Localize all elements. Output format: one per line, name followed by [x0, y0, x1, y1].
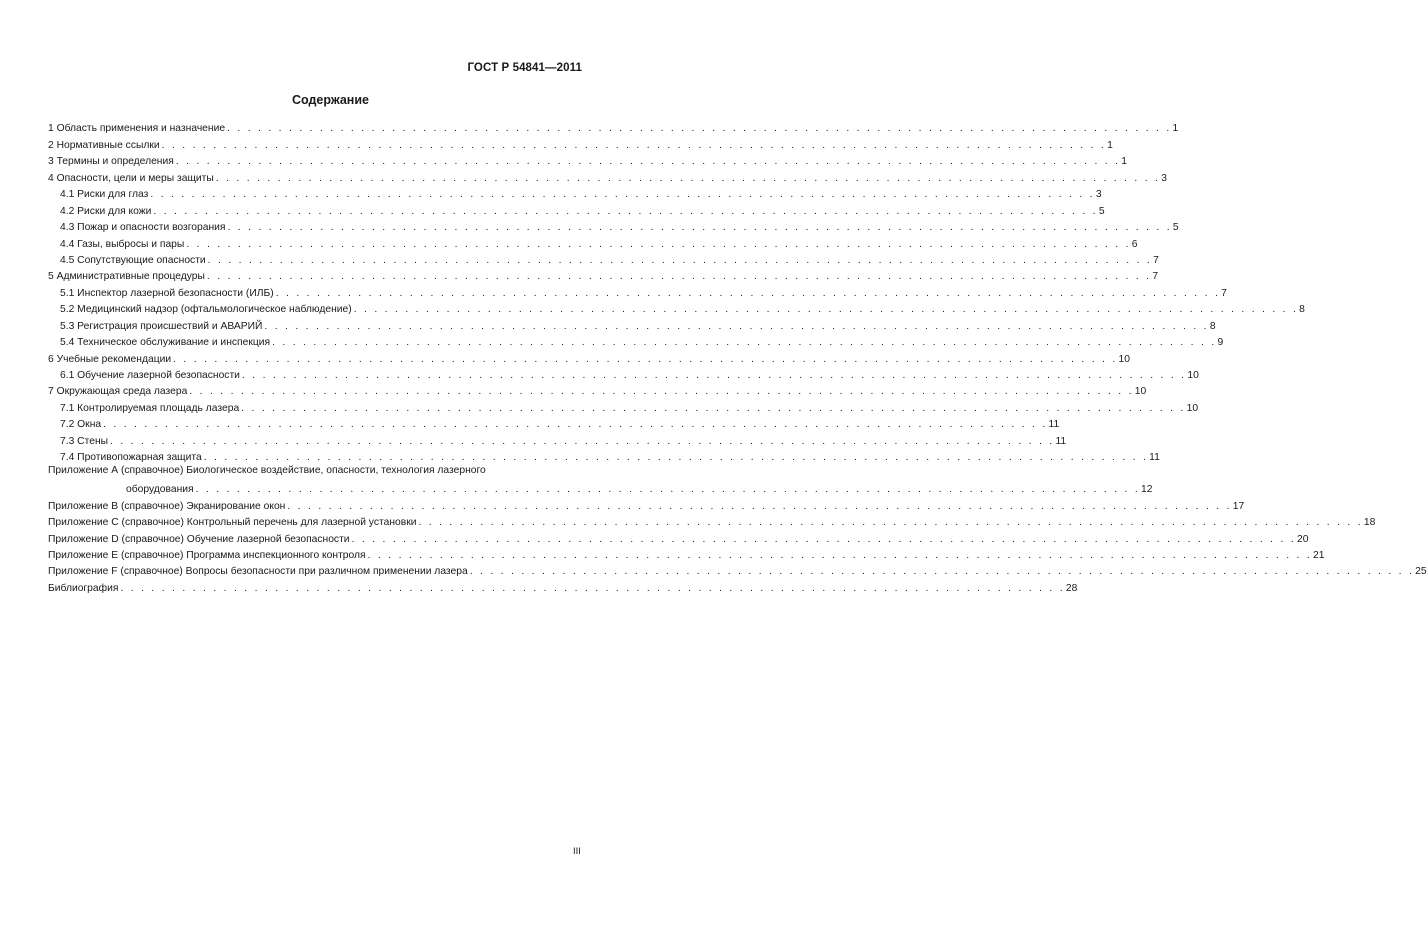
- toc-entry-continuation: [48, 480, 1153, 496]
- toc-entry-page: 9: [1217, 337, 1224, 349]
- dot-leader: . . . . . . . . . . . . . . . . . . . . . . . . . . . . . . . . . . . . . . . . . . . . . . . . . . . . . . . . . . . . . . . . . . . . . . . . . . . . . . . . . . . . . . . . . . . .: [227, 123, 1172, 135]
- toc-entry-label: 3 Термины и определения: [48, 156, 174, 168]
- toc-entry-page: 5: [1098, 205, 1105, 217]
- toc-entry-page: 25: [1415, 566, 1427, 578]
- toc-entry-3[interactable]: [48, 151, 1127, 168]
- dot-leader: . . . . . . . . . . . . . . . . . . . . . . . . . . . . . . . . . . . . . . . . . . . . . . . . . . . . . . . . . . . . . . . . . . . . . . . . . . . . . . . . . . . . . . . . . . . .: [103, 419, 1048, 431]
- toc-entry-7-3[interactable]: [48, 430, 1067, 447]
- toc-entry-label: Приложение Е (справочное) Программа инспекционного контроля: [48, 549, 366, 561]
- toc-entry-7-4[interactable]: [48, 447, 1160, 464]
- toc-entry-page: 12: [1141, 484, 1153, 496]
- dot-leader: . . . . . . . . . . . . . . . . . . . . . . . . . . . . . . . . . . . . . . . . . . . . . . . . . . . . . . . . . . . . . . . . . . . . . . . . . . . . . . . . . . . . . . . . . . . .: [469, 566, 1415, 578]
- dot-leader: . . . . . . . . . . . . . . . . . . . . . . . . . . . . . . . . . . . . . . . . . . . . . . . . . . . . . . . . . . . . . . . . . . . . . . . . . . . . . . . . . . . . . . . . . . . .: [227, 222, 1172, 234]
- dot-leader: . . . . . . . . . . . . . . . . . . . . . . . . . . . . . . . . . . . . . . . . . . . . . . . . . . . . . . . . . . . . . . . . . . . . . . . . . . . . . . . . . . . . . . . . . . . .: [353, 304, 1299, 316]
- dot-leader: . . . . . . . . . . . . . . . . . . . . . . . . . . . . . . . . . . . . . . . . . . . . . . . . . . . . . . . . . . . . . . . . . . . . . . . . . . . . . . . . . . . . . . . . . . . .: [272, 337, 1217, 349]
- toc-entry-7-1[interactable]: [48, 397, 1199, 414]
- dot-leader: . . . . . . . . . . . . . . . . . . . . . . . . . . . . . . . . . . . . . . . . . . . . . . . . . . . . . . . . . . . . . . . . . . . . . . . . . . . . . . . . . . . . . . . . . . . .: [195, 484, 1141, 496]
- dot-leader: . . . . . . . . . . . . . . . . . . . . . . . . . . . . . . . . . . . . . . . . . . . . . . . . . . . . . . . . . . . . . . . . . . . . . . . . . . . . . . . . . . . . . . . . . . . .: [367, 549, 1313, 561]
- toc-entry-label: 5.2 Медицинский надзор (офтальмологическое наблюдение): [60, 304, 352, 316]
- toc-entry-label: 5.1 Инспектор лазерной безопасности (ИЛБ): [60, 287, 274, 299]
- toc-entry-appendix-a[interactable]: [48, 463, 1153, 496]
- toc-entry-page: 10: [1187, 370, 1199, 381]
- toc-entry-page: 1: [1121, 156, 1127, 168]
- toc-entry-page: 6: [1131, 238, 1138, 250]
- dot-leader: . . . . . . . . . . . . . . . . . . . . . . . . . . . . . . . . . . . . . . . . . . . . . . . . . . . . . . . . . . . . . . . . . . . . . . . . . . . . . . . . . . . . . . . . . . . .: [351, 533, 1296, 545]
- toc-entry-page: 3: [1095, 189, 1102, 201]
- page-number: III: [573, 846, 581, 857]
- toc-entry-label: Приложение С (справочное) Контрольный перечень для лазерной установки: [48, 517, 417, 529]
- dot-leader: . . . . . . . . . . . . . . . . . . . . . . . . . . . . . . . . . . . . . . . . . . . . . . . . . . . . . . . . . . . . . . . . . . . . . . . . . . . . . . . . . . . . . . . . . . . .: [173, 353, 1118, 365]
- toc-entry-5-1[interactable]: [48, 282, 1227, 299]
- toc-entry-5-3[interactable]: [48, 315, 1216, 332]
- toc-entry-page: 10: [1118, 353, 1131, 365]
- dot-leader: . . . . . . . . . . . . . . . . . . . . . . . . . . . . . . . . . . . . . . . . . . . . . . . . . . . . . . . . . . . . . . . . . . . . . . . . . . . . . . . . . . . . . . . . . . . .: [207, 254, 1153, 266]
- toc-entry-page: 18: [1363, 517, 1376, 529]
- toc-entry-label: 5.4 Техническое обслуживание и инспекция: [60, 337, 271, 349]
- toc-entry-5-2[interactable]: [48, 299, 1305, 316]
- toc-entry-label: Библиография: [48, 582, 119, 594]
- toc-entry-4[interactable]: [48, 167, 1167, 184]
- toc-entry-label: Приложение F (справочное) Вопросы безопасности при различном применении лазера: [48, 566, 468, 578]
- toc-entry-page: 28: [1065, 582, 1078, 594]
- toc-entry-label: 7.4 Противопожарная защита: [60, 452, 202, 464]
- toc-entry-label: 6.1 Обучение лазерной безопасности: [60, 370, 240, 381]
- toc-entry-page: 11: [1048, 419, 1060, 431]
- toc-entry-label: 7 Окружающая среда лазера: [48, 386, 188, 398]
- toc-entry-appendix-e[interactable]: [48, 545, 1325, 561]
- toc-entry-label: Приложение А (справочное) Биологическое воздействие, опасности, технология лазерного: [48, 465, 486, 477]
- toc-entry-appendix-f[interactable]: [48, 561, 1427, 578]
- toc-entry-4-1[interactable]: [48, 184, 1102, 201]
- toc-entry-label: 4.1 Риски для глаз: [60, 189, 149, 201]
- toc-entry-1[interactable]: [48, 118, 1179, 135]
- table-of-contents: [48, 118, 1427, 594]
- toc-entry-page: 7: [1153, 254, 1159, 266]
- page-title: Содержание: [291, 93, 369, 107]
- toc-entry-label: 7.3 Стены: [60, 435, 109, 447]
- toc-entry-label: Приложение В (справочное) Экранирование окон: [48, 500, 286, 512]
- toc-entry-6-1[interactable]: [48, 365, 1199, 381]
- toc-entry-appendix-d[interactable]: [48, 528, 1309, 545]
- toc-entry-label: 2 Нормативные ссылки: [48, 139, 160, 151]
- toc-entry-label: 7.2 Окна: [60, 419, 102, 431]
- toc-entry-7-2[interactable]: [48, 414, 1060, 431]
- dot-leader: . . . . . . . . . . . . . . . . . . . . . . . . . . . . . . . . . . . . . . . . . . . . . . . . . . . . . . . . . . . . . . . . . . . . . . . . . . . . . . . . . . . . . . . . . . . .: [241, 370, 1187, 381]
- dot-leader: . . . . . . . . . . . . . . . . . . . . . . . . . . . . . . . . . . . . . . . . . . . . . . . . . . . . . . . . . . . . . . . . . . . . . . . . . . . . . . . . . . . . . . . . . . . .: [189, 386, 1134, 398]
- toc-entry-page: 7: [1221, 287, 1227, 299]
- dot-leader: . . . . . . . . . . . . . . . . . . . . . . . . . . . . . . . . . . . . . . . . . . . . . . . . . . . . . . . . . . . . . . . . . . . . . . . . . . . . . . . . . . . . . . . . . . . .: [150, 189, 1095, 201]
- toc-entry-label: 4.3 Пожар и опасности возгорания: [60, 222, 226, 234]
- toc-entry-label: 7.1 Контролируемая площадь лазера: [60, 402, 240, 414]
- toc-entry-label: 4 Опасности, цели и меры защиты: [48, 172, 214, 184]
- toc-entry-page: 5: [1172, 222, 1179, 234]
- toc-entry-5[interactable]: [48, 266, 1159, 283]
- toc-entry-page: 11: [1149, 452, 1160, 464]
- dot-leader: . . . . . . . . . . . . . . . . . . . . . . . . . . . . . . . . . . . . . . . . . . . . . . . . . . . . . . . . . . . . . . . . . . . . . . . . . . . . . . . . . . . . . . . . . . . .: [175, 156, 1121, 168]
- toc-entry-6[interactable]: [48, 348, 1131, 365]
- toc-entry-page: 17: [1232, 500, 1245, 512]
- toc-entry-7[interactable]: [48, 381, 1147, 398]
- dot-leader: . . . . . . . . . . . . . . . . . . . . . . . . . . . . . . . . . . . . . . . . . . . . . . . . . . . . . . . . . . . . . . . . . . . . . . . . . . . . . . . . . . . . . . . . . . . .: [110, 435, 1055, 447]
- toc-entry-label: 4.5 Сопутствующие опасности: [60, 254, 206, 266]
- toc-entry-label: 5.3 Регистрация происшествий и АВАРИЙ: [60, 320, 263, 332]
- dot-leader: . . . . . . . . . . . . . . . . . . . . . . . . . . . . . . . . . . . . . . . . . . . . . . . . . . . . . . . . . . . . . . . . . . . . . . . . . . . . . . . . . . . . . . . . . . . .: [161, 139, 1107, 151]
- toc-entry-appendix-b[interactable]: [48, 495, 1245, 512]
- dot-leader: . . . . . . . . . . . . . . . . . . . . . . . . . . . . . . . . . . . . . . . . . . . . . . . . . . . . . . . . . . . . . . . . . . . . . . . . . . . . . . . . . . . . . . . . . . . .: [203, 452, 1149, 464]
- toc-entry-4-2[interactable]: [48, 200, 1105, 217]
- toc-entry-page: 10: [1134, 386, 1147, 398]
- dot-leader: . . . . . . . . . . . . . . . . . . . . . . . . . . . . . . . . . . . . . . . . . . . . . . . . . . . . . . . . . . . . . . . . . . . . . . . . . . . . . . . . . . . . . . . . . . . .: [241, 402, 1186, 414]
- document-code: ГОСТ Р 54841—2011: [467, 62, 582, 74]
- toc-entry-4-4[interactable]: [48, 233, 1138, 250]
- toc-entry-label: 6 Учебные рекомендации: [48, 353, 172, 365]
- toc-entry-page: 3: [1161, 172, 1167, 184]
- toc-entry-label: 4.4 Газы, выбросы и пары: [60, 238, 185, 250]
- toc-entry-bibliography[interactable]: [48, 577, 1078, 594]
- dot-leader: . . . . . . . . . . . . . . . . . . . . . . . . . . . . . . . . . . . . . . . . . . . . . . . . . . . . . . . . . . . . . . . . . . . . . . . . . . . . . . . . . . . . . . . . . . . .: [275, 287, 1221, 299]
- toc-entry-page: 8: [1209, 320, 1216, 332]
- toc-entry-page: 7: [1152, 271, 1159, 283]
- toc-entry-4-5[interactable]: [48, 250, 1159, 266]
- dot-leader: . . . . . . . . . . . . . . . . . . . . . . . . . . . . . . . . . . . . . . . . . . . . . . . . . . . . . . . . . . . . . . . . . . . . . . . . . . . . . . . . . . . . . . . . . . . .: [215, 172, 1161, 184]
- toc-entry-page: 8: [1299, 304, 1305, 316]
- dot-leader: . . . . . . . . . . . . . . . . . . . . . . . . . . . . . . . . . . . . . . . . . . . . . . . . . . . . . . . . . . . . . . . . . . . . . . . . . . . . . . . . . . . . . . . . . . . .: [186, 238, 1131, 250]
- toc-entry-page: 20: [1297, 533, 1309, 545]
- toc-entry-page: 1: [1172, 123, 1179, 135]
- dot-leader: . . . . . . . . . . . . . . . . . . . . . . . . . . . . . . . . . . . . . . . . . . . . . . . . . . . . . . . . . . . . . . . . . . . . . . . . . . . . . . . . . . . . . . . . . . . .: [418, 517, 1363, 529]
- toc-entry-4-3[interactable]: [48, 217, 1179, 234]
- toc-entry-appendix-c[interactable]: [48, 512, 1376, 529]
- toc-entry-page: 21: [1313, 549, 1325, 561]
- dot-leader: . . . . . . . . . . . . . . . . . . . . . . . . . . . . . . . . . . . . . . . . . . . . . . . . . . . . . . . . . . . . . . . . . . . . . . . . . . . . . . . . . . . . . . . . . . . .: [287, 500, 1232, 512]
- toc-entry-label: 1 Область применения и назначение: [48, 123, 226, 135]
- toc-entry-page: 1: [1107, 139, 1113, 151]
- toc-entry-label: Приложение D (справочное) Обучение лазерной безопасности: [48, 533, 350, 545]
- toc-entry-label-cont: оборудования: [126, 484, 194, 496]
- toc-entry-page: 11: [1055, 435, 1067, 447]
- toc-entry-page: 10: [1186, 402, 1199, 414]
- toc-entry-2[interactable]: [48, 134, 1113, 151]
- toc-entry-label: 5 Административные процедуры: [48, 271, 205, 283]
- toc-entry-5-4[interactable]: [48, 332, 1224, 349]
- dot-leader: . . . . . . . . . . . . . . . . . . . . . . . . . . . . . . . . . . . . . . . . . . . . . . . . . . . . . . . . . . . . . . . . . . . . . . . . . . . . . . . . . . . . . . . . . . . .: [120, 582, 1065, 594]
- toc-entry-label: 4.2 Риски для кожи: [60, 205, 152, 217]
- dot-leader: . . . . . . . . . . . . . . . . . . . . . . . . . . . . . . . . . . . . . . . . . . . . . . . . . . . . . . . . . . . . . . . . . . . . . . . . . . . . . . . . . . . . . . . . . . . .: [206, 271, 1152, 283]
- dot-leader: . . . . . . . . . . . . . . . . . . . . . . . . . . . . . . . . . . . . . . . . . . . . . . . . . . . . . . . . . . . . . . . . . . . . . . . . . . . . . . . . . . . . . . . . . . . .: [153, 205, 1098, 217]
- dot-leader: . . . . . . . . . . . . . . . . . . . . . . . . . . . . . . . . . . . . . . . . . . . . . . . . . . . . . . . . . . . . . . . . . . . . . . . . . . . . . . . . . . . . . . . . . . . .: [264, 320, 1209, 332]
